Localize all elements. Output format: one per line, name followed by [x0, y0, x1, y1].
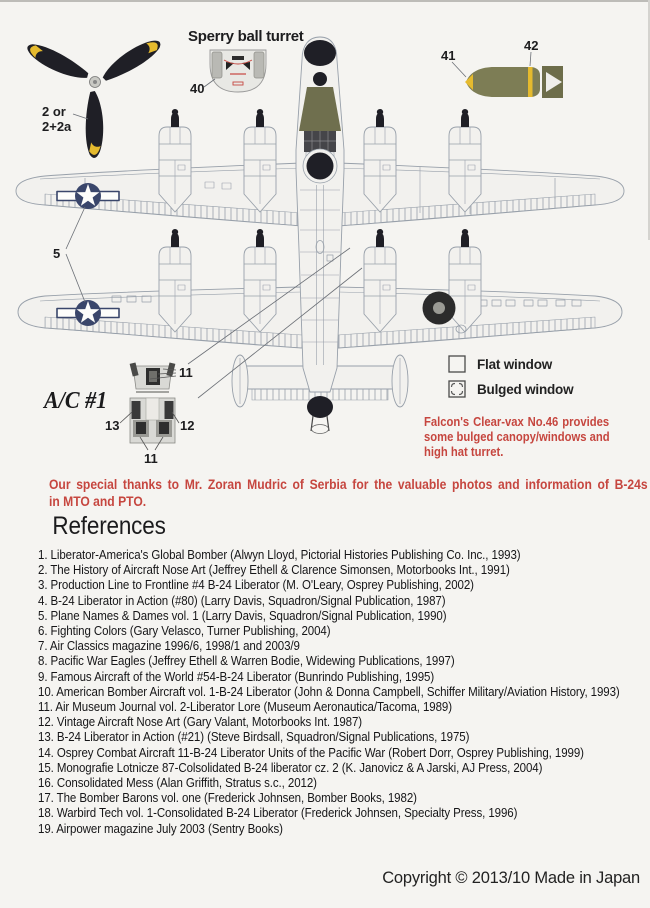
reference-item: 1. Liberator-America's Global Bomber (Alwyn Lloyd, Pictorial Histories Publishing Co. Inc., 1993) — [38, 547, 521, 562]
nose-turret — [304, 40, 336, 66]
reference-item: 15. Monografie Lotnicze 87-Colsolidated B-24 liberator cz. 2 (K. Janovicz & A Jarski, AJ Press, 2004) — [38, 759, 543, 775]
bomb-band — [528, 67, 533, 97]
bulged-window-icon — [448, 380, 466, 398]
reference-item: 6. Fighting Colors (Gary Velasco, Turner Publishing, 2004) — [38, 623, 331, 639]
falcon-clearvax-note — [424, 414, 609, 460]
thanks-line: in MTO and PTO. — [49, 492, 147, 509]
callout-41: 41 — [441, 48, 456, 63]
falcon-note-line: some bulged canopy/windows and — [424, 429, 610, 445]
astrodome — [313, 72, 327, 86]
thanks-line: Our special thanks to Mr. Zoran Mudric of Serbia for the valuable photos and information of B-24s — [49, 476, 648, 492]
propeller-callout-line1: 2 or — [42, 104, 66, 119]
bomb-tail-fins — [542, 66, 563, 98]
legend-flat-window — [448, 355, 618, 373]
flat-window-icon — [448, 355, 466, 373]
reference-item: 17. The Bomber Barons vol. one (Frederick Johnsen, Bomber Books, 1982) — [38, 790, 417, 806]
reference-item: 3. Production Line to Frontline #4 B-24 Liberator (M. O'Leary, Osprey Publishing, 2002) — [38, 577, 474, 593]
references-section — [38, 512, 634, 836]
aircraft-number-label: A/C #1 — [44, 388, 108, 414]
legend-bulged-window-label: Bulged window — [477, 381, 574, 397]
callout-13: 13 — [105, 418, 120, 433]
falcon-note-line: high hat turret. — [424, 444, 504, 460]
legend-bulged-window — [448, 380, 618, 398]
callout-42: 42 — [524, 38, 539, 53]
turret-detail-lower — [105, 398, 194, 466]
reference-item: 12. Vintage Aircraft Nose Art (Gary Valant, Motorbooks Int. 1987) — [38, 714, 363, 730]
turret-window-details — [105, 362, 194, 466]
references-title: References — [52, 512, 166, 540]
reference-item: 13. B-24 Liberator in Action (#21) (Steve Birdsall, Squadron/Signal Publications, 1975) — [38, 729, 470, 745]
top-turret — [307, 153, 334, 180]
sperry-ball-turret-title: Sperry ball turret — [188, 28, 304, 45]
tail-turret — [307, 396, 333, 434]
turret-detail-upper — [130, 362, 193, 392]
reference-item: 2. The History of Aircraft Nose Art (Jeffrey Ethell & Clarence Simonsen, Motorbooks Int., 1991) — [38, 562, 510, 578]
special-thanks-note — [49, 476, 648, 509]
falcon-note-line: Falcon's Clear-vax No.46 provides — [424, 414, 610, 429]
reference-item: 11. Air Museum Journal vol. 2-Liberator Lore (Museum Aeronautica/Tacoma, 1989) — [38, 699, 452, 715]
callout-40: 40 — [190, 81, 205, 96]
reference-item: 14. Osprey Combat Aircraft 11-B-24 Liberator Units of the Pacific War (Robert Dorr, Osprey Publishing, 1999) — [38, 744, 584, 760]
callout-11-top: 11 — [179, 365, 193, 380]
reference-item: 7. Air Classics magazine 1996/6, 1998/1 and 2003/9 — [38, 638, 300, 654]
references-list — [38, 547, 634, 836]
legend-flat-window-label: Flat window — [477, 356, 553, 372]
callout-11-bottom: 11 — [144, 451, 158, 466]
reference-item: 19. Airpower magazine July 2003 (Sentry Books) — [38, 820, 283, 836]
bomb-nose-tip — [465, 74, 473, 90]
callout-12: 12 — [180, 418, 195, 433]
copyright-notice: Copyright © 2013/10 Made in Japan — [382, 869, 640, 887]
reference-item: 18. Warbird Tech vol. 1-Consolidated B-24 Liberator (Frederick Johnsen, Specialty Press, 1996) — [38, 805, 518, 821]
reference-item: 8. Pacific War Eagles (Jeffrey Ethell & Warren Bodie, Widewing Publications, 1997) — [38, 653, 455, 669]
reference-item: 5. Plane Names & Dames vol. 1 (Larry Davis, Squadron/Signal Publication, 1990) — [38, 607, 447, 623]
sperry-ball-turret-detail — [188, 28, 304, 96]
propeller-detail — [24, 35, 165, 158]
propeller-callout-line2: 2+2a — [42, 119, 72, 134]
reference-item: 4. B-24 Liberator in Action (#80) (Larry Davis, Squadron/Signal Publication, 1987) — [38, 592, 446, 608]
reference-item: 10. American Bomber Aircraft vol. 1-B-24 Liberator (John & Donna Campbell, Schiffer Military/Aviation History, 1993) — [38, 683, 620, 699]
window-legend — [448, 355, 618, 405]
reference-item: 9. Famous Aircraft of the World #54-B-24 Liberator (Bunrindo Publishing, 1995) — [38, 668, 435, 684]
callout-5: 5 — [53, 246, 61, 261]
reference-item: 16. Consolidated Mess (Alan Griffith, Stratus s.c., 2012) — [38, 775, 317, 791]
bomb-detail — [441, 38, 563, 98]
